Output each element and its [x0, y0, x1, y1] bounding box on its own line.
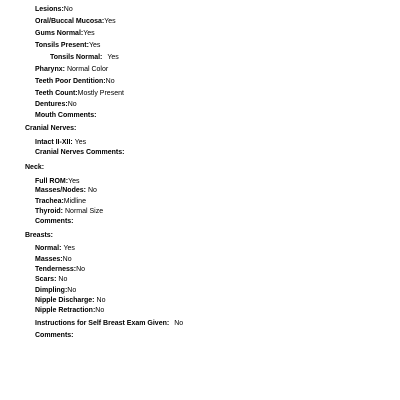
tonsils-present-field: [35, 41, 100, 50]
pharynx-field: [35, 65, 108, 74]
field-label: Pharynx:: [35, 66, 65, 73]
oral-buccal-mucosa-field: [35, 17, 116, 26]
field-label: Masses:: [35, 256, 63, 263]
neck-comments-field: [35, 217, 74, 226]
breasts-heading: Breasts:: [25, 232, 54, 239]
field-label: Tonsils Normal:: [50, 54, 103, 61]
intact-ii-xii-field: [35, 138, 86, 147]
field-label: Masses/Nodes:: [35, 187, 86, 194]
teeth-poor-dentition-field: [35, 77, 115, 86]
mouth-comments-field: [35, 111, 96, 120]
field-value: Yes: [88, 42, 101, 49]
field-value: No: [63, 6, 73, 13]
field-value: Yes: [107, 54, 119, 61]
field-label: Gums Normal:: [35, 30, 84, 37]
field-label: Tonsils Present:: [35, 42, 89, 49]
breasts-dimpling-field: [35, 286, 76, 295]
field-value: Yes: [68, 178, 80, 185]
teeth-count-field: [35, 89, 124, 98]
field-value: Yes: [83, 30, 95, 37]
field-value: Midline: [63, 198, 86, 205]
field-label: Dentures:: [35, 101, 68, 108]
field-label: Scars:: [35, 276, 57, 283]
thyroid-field: [35, 207, 103, 216]
field-value: No: [87, 187, 97, 194]
field-value: No: [105, 78, 115, 85]
field-label: Oral/Buccal Mucosa:: [35, 18, 105, 25]
field-value: No: [67, 101, 77, 108]
field-value: Yes: [104, 18, 116, 25]
field-value: Mostly Present: [77, 90, 124, 97]
field-label: Cranial Nerves Comments:: [35, 149, 125, 156]
field-value: No: [62, 256, 72, 263]
cranial-nerves-heading: Cranial Nerves:: [25, 125, 77, 132]
self-breast-exam-field: [35, 319, 183, 328]
full-rom-field: [35, 177, 79, 186]
field-label: Lesions:: [35, 6, 64, 13]
tonsils-normal-field: [50, 53, 119, 62]
lesions-field: [35, 5, 73, 14]
field-label: Comments:: [35, 218, 74, 225]
breasts-masses-field: [35, 255, 72, 264]
nipple-discharge-field: [35, 296, 105, 305]
field-label: Trachea:: [35, 198, 64, 205]
field-label: Dimpling:: [35, 287, 68, 294]
field-label: Thyroid:: [35, 208, 63, 215]
gums-normal-field: [35, 29, 95, 38]
field-label: Nipple Discharge:: [35, 297, 95, 304]
breasts-comments-field: [35, 331, 74, 340]
field-value: Normal Color: [66, 66, 109, 73]
neck-heading: Neck:: [25, 164, 45, 171]
field-value: Yes: [74, 139, 87, 146]
field-label: Normal:: [35, 245, 62, 252]
trachea-field: [35, 197, 86, 206]
field-label: Full ROM:: [35, 178, 69, 185]
breasts-tenderness-field: [35, 265, 85, 274]
field-label: Nipple Retraction:: [35, 307, 96, 314]
field-label: Intact II-XII:: [35, 139, 73, 146]
field-label: Teeth Poor Dentition:: [35, 78, 106, 85]
field-value: No: [174, 320, 184, 327]
field-label: Instructions for Self Breast Exam Given:: [35, 320, 170, 327]
cranial-nerves-comments-field: [35, 148, 124, 157]
field-value: Normal Size: [65, 208, 104, 215]
field-value: No: [96, 297, 106, 304]
field-value: No: [95, 307, 105, 314]
breasts-scars-field: [35, 275, 67, 284]
nipple-retraction-field: [35, 306, 104, 315]
field-label: Teeth Count:: [35, 90, 78, 97]
dentures-field: [35, 100, 77, 109]
field-label: Mouth Comments:: [35, 112, 97, 119]
breasts-normal-field: [35, 244, 75, 253]
field-label: Comments:: [35, 332, 74, 339]
field-value: Yes: [63, 245, 75, 252]
field-value: No: [58, 276, 68, 283]
field-label: Tenderness:: [35, 266, 77, 273]
field-value: No: [67, 287, 77, 294]
field-value: No: [76, 266, 86, 273]
masses-nodes-field: [35, 186, 97, 195]
